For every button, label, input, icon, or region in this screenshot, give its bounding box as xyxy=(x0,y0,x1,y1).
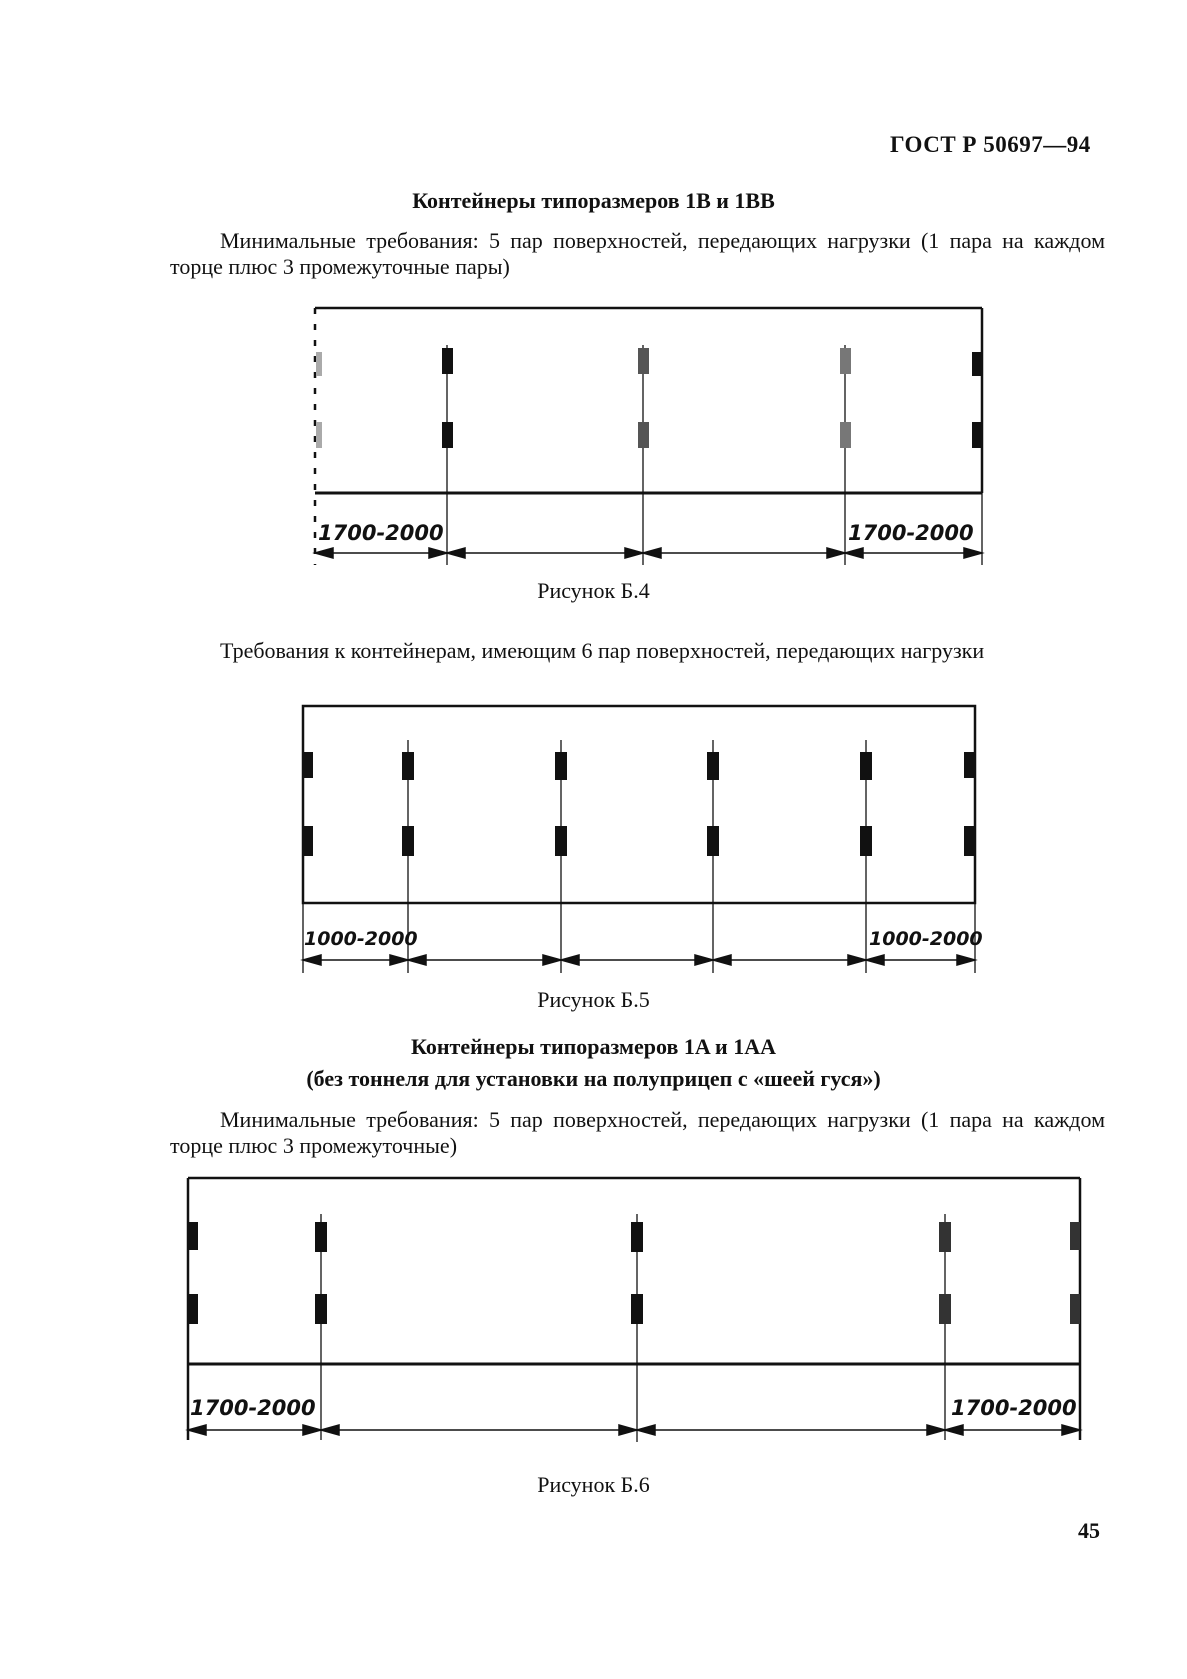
arrow-head xyxy=(637,1425,655,1435)
load-pad xyxy=(707,752,719,780)
load-pad xyxy=(304,826,313,856)
container-outline xyxy=(303,706,975,903)
dimension-label-right: 1000-2000 xyxy=(869,928,983,950)
load-pad xyxy=(964,752,975,778)
arrow-head xyxy=(643,548,661,558)
page-number: 45 xyxy=(1078,1518,1100,1543)
arrow-head xyxy=(315,548,333,558)
figure-b4 xyxy=(0,300,1187,580)
load-pad xyxy=(939,1294,951,1324)
load-pad xyxy=(964,826,975,856)
arrow-head xyxy=(964,548,982,558)
load-pad xyxy=(304,752,313,778)
load-pad xyxy=(972,422,982,448)
standard-header: ГОСТ Р 50697—94 xyxy=(890,132,1091,157)
load-pad xyxy=(442,348,453,374)
arrow-head xyxy=(845,548,863,558)
load-pad xyxy=(189,1222,198,1250)
figure-b5-caption: Рисунок Б.5 xyxy=(537,987,650,1012)
load-pad xyxy=(707,826,719,856)
load-pad xyxy=(840,348,851,374)
paragraph-1a: Минимальные требования: 5 пар поверхностей, передающих нагрузки (1 пара на каждом торце плюс 3 промежуточные) xyxy=(170,1107,1105,1158)
arrow-head xyxy=(321,1425,339,1435)
load-pad xyxy=(402,826,414,856)
load-pad xyxy=(315,1294,327,1324)
load-pad xyxy=(315,1222,327,1252)
dimension-label-left: 1700-2000 xyxy=(318,521,444,545)
figure-b5 xyxy=(0,700,1187,980)
arrow-head xyxy=(1062,1425,1080,1435)
load-pad xyxy=(442,422,453,448)
dimension-label-left: 1000-2000 xyxy=(304,928,418,950)
load-pad xyxy=(972,352,982,376)
load-pad xyxy=(1070,1222,1080,1250)
arrow-head xyxy=(303,955,321,965)
load-pad xyxy=(316,352,322,376)
load-pad xyxy=(840,422,851,448)
arrow-head xyxy=(945,1425,963,1435)
arrow-head xyxy=(561,955,579,965)
arrow-head xyxy=(957,955,975,965)
dimension-label-right: 1700-2000 xyxy=(951,1396,1077,1420)
arrow-head xyxy=(447,548,465,558)
arrow-head xyxy=(713,955,731,965)
figure-b6-caption: Рисунок Б.6 xyxy=(537,1472,650,1497)
load-pad xyxy=(860,752,872,780)
paragraph-6-pairs: Требования к контейнерам, имеющим 6 пар поверхностей, передающих нагрузки xyxy=(220,638,985,663)
load-pad xyxy=(316,422,322,448)
load-pad xyxy=(402,752,414,780)
load-pad xyxy=(189,1294,198,1324)
arrow-head xyxy=(188,1425,206,1435)
paragraph-1b: Минимальные требования: 5 пар поверхностей, передающих нагрузки (1 пара на каждом торце плюс 3 промежуточные пары) xyxy=(170,228,1105,279)
dimension-label-left: 1700-2000 xyxy=(190,1396,316,1420)
load-pad xyxy=(555,826,567,856)
load-pad xyxy=(555,752,567,780)
load-pad xyxy=(1070,1294,1080,1324)
load-pad xyxy=(631,1294,643,1324)
load-pad xyxy=(631,1222,643,1252)
arrow-head xyxy=(408,955,426,965)
load-pad xyxy=(860,826,872,856)
load-pad xyxy=(638,348,649,374)
figure-b4-caption: Рисунок Б.4 xyxy=(537,578,650,603)
section-subtitle-1a: (без тоннеля для установки на полуприцеп с «шеей гуся») xyxy=(306,1066,881,1091)
figure-b6 xyxy=(0,1170,1187,1460)
load-pad xyxy=(638,422,649,448)
section-title-1b: Контейнеры типоразмеров 1B и 1BB xyxy=(412,188,775,213)
section-title-1a: Контейнеры типоразмеров 1A и 1AA xyxy=(411,1034,776,1059)
arrow-head xyxy=(866,955,884,965)
dimension-label-right: 1700-2000 xyxy=(848,521,974,545)
load-pad xyxy=(939,1222,951,1252)
